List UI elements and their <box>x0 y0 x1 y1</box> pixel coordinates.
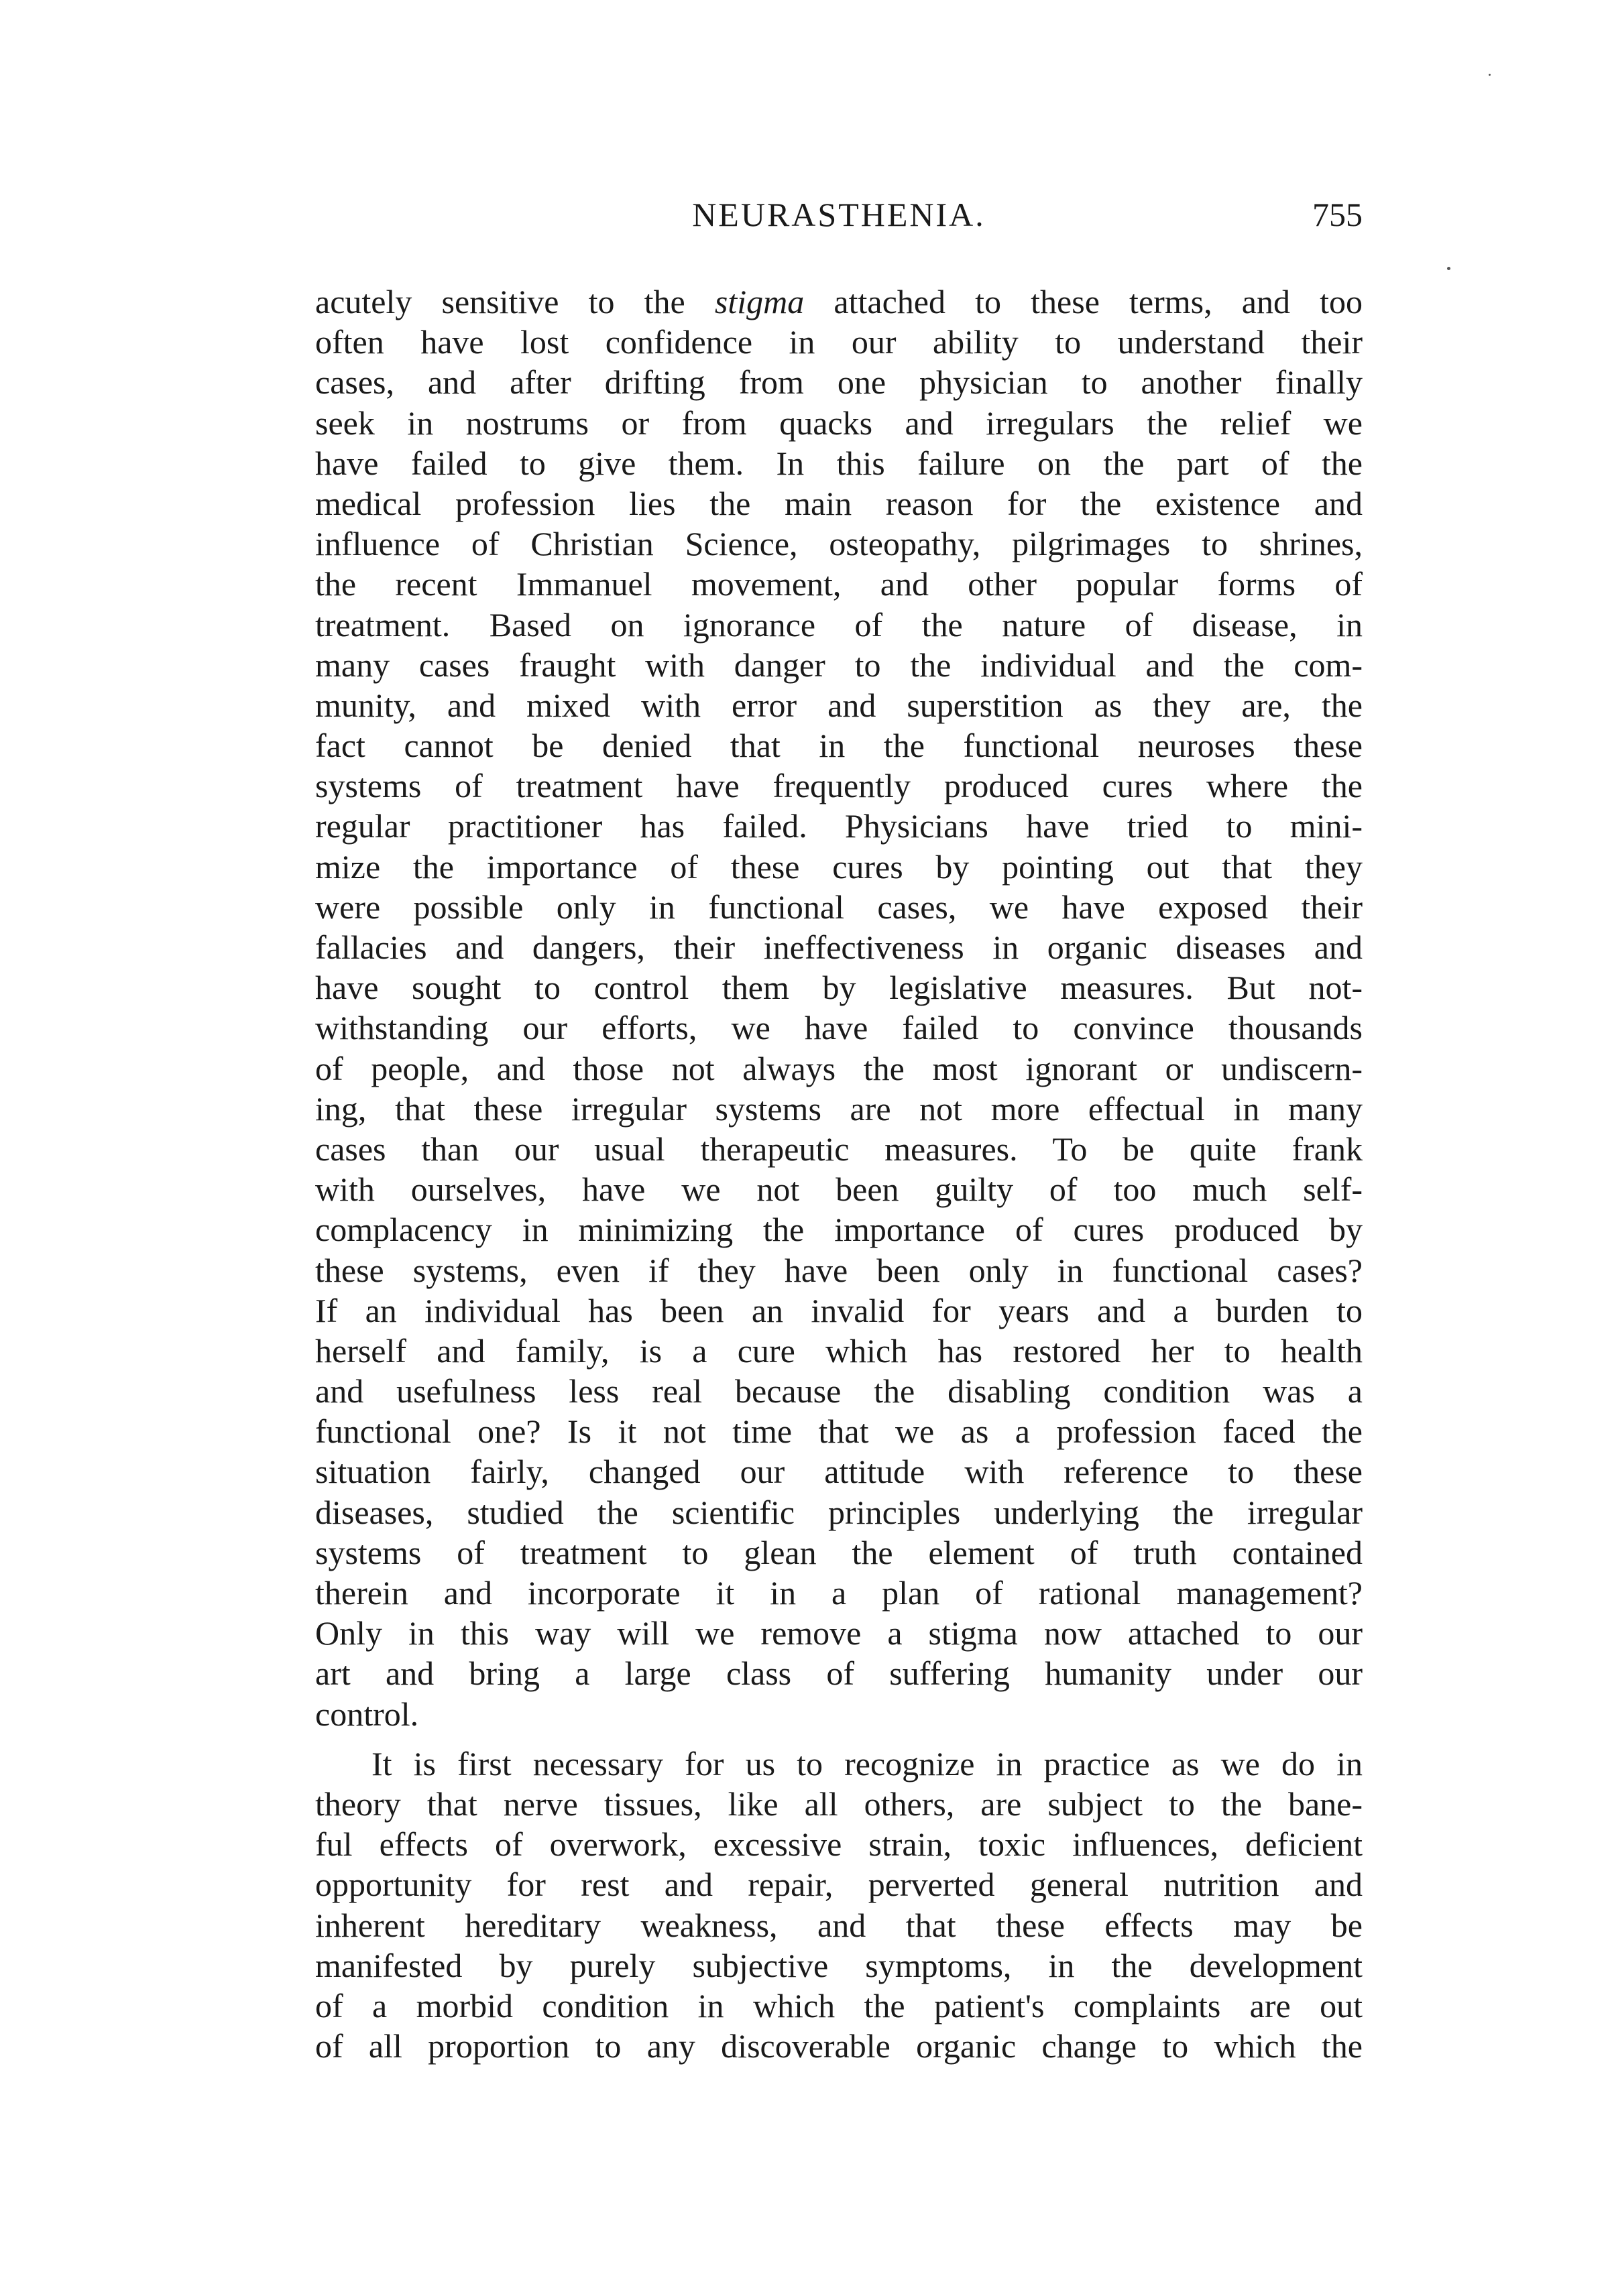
text-line: of a morbid condition in which the patient's complaints are out <box>315 1986 1363 2025</box>
text-line: manifested by purely subjective symptoms, in the development <box>315 1946 1363 1984</box>
text-line: seek in nostrums or from quacks and irregulars the relief we <box>315 404 1363 442</box>
body-text <box>315 282 1363 2066</box>
text-line: influence of Christian Science, osteopathy, pilgrimages to shrines, <box>315 525 1363 563</box>
text-line: of people, and those not always the most ignorant or undiscern- <box>315 1049 1363 1087</box>
running-title: NEURASTHENIA. <box>692 196 986 233</box>
text-line: therein and incorporate it in a plan of rational management? <box>315 1574 1363 1612</box>
text-line: art and bring a large class of suffering humanity under our <box>315 1654 1363 1693</box>
text-line: systems of treatment have frequently produced cures where the <box>315 767 1363 805</box>
emphasized-word: stigma <box>714 283 805 320</box>
paragraph <box>315 1744 1363 2067</box>
text-line: cases, and after drifting from one physician to another finally <box>315 363 1363 402</box>
paragraph <box>315 282 1363 1734</box>
text-line: diseases, studied the scientific principles underlying the irregular <box>315 1493 1363 1531</box>
text-line: complacency in minimizing the importance of cures produced by <box>315 1211 1363 1249</box>
text-line: were possible only in functional cases, we have exposed their <box>315 888 1363 926</box>
text-line: It is first necessary for us to recognize in practice as we do in <box>371 1744 1363 1783</box>
text-line: acutely sensitive to the stigma attached to these terms, and too <box>315 283 1363 320</box>
text-line: of all proportion to any discoverable organic change to which the <box>315 2027 1363 2065</box>
page-number: 755 <box>1312 196 1363 233</box>
text-line: If an individual has been an invalid for years and a burden to <box>315 1291 1363 1329</box>
text-line: many cases fraught with danger to the individual and the com- <box>315 646 1363 684</box>
text-line: the recent Immanuel movement, and other popular forms of <box>315 565 1363 603</box>
text-line: opportunity for rest and repair, perverted general nutrition and <box>315 1866 1363 1904</box>
text-line: these systems, even if they have been only in functional cases? <box>315 1251 1363 1289</box>
running-head <box>315 191 1363 238</box>
text-line: with ourselves, have we not been guilty of too much self- <box>315 1170 1363 1209</box>
text-line: munity, and mixed with error and superstition as they are, the <box>315 686 1363 724</box>
text-line: regular practitioner has failed. Physicians have tried to mini- <box>315 807 1363 845</box>
text-line: and usefulness less real because the disabling condition was a <box>315 1372 1363 1410</box>
text-line: fact cannot be denied that in the functional neuroses these <box>315 727 1363 765</box>
text-line: cases than our usual therapeutic measures. To be quite frank <box>315 1130 1363 1168</box>
scan-speck <box>1489 74 1491 76</box>
text-line: theory that nerve tissues, like all others, are subject to the bane- <box>315 1785 1363 1823</box>
text-line: often have lost confidence in our ability to understand their <box>315 323 1363 361</box>
text-line: medical profession lies the main reason for the existence and <box>315 484 1363 522</box>
text-line: situation fairly, changed our attitude with reference to these <box>315 1453 1363 1491</box>
text-line: ful effects of overwork, excessive strain, toxic influences, deficient <box>315 1825 1363 1864</box>
text-line: mize the importance of these cures by pointing out that they <box>315 847 1363 886</box>
text-line: have sought to control them by legislative measures. But not- <box>315 969 1363 1007</box>
text-line: fallacies and dangers, their ineffectiveness in organic diseases and <box>315 928 1363 966</box>
text-line: withstanding our efforts, we have failed to convince thousands <box>315 1009 1363 1047</box>
text-line: control. <box>315 1695 419 1733</box>
text-line: ing, that these irregular systems are not more effectual in many <box>315 1089 1363 1128</box>
text-line: inherent hereditary weakness, and that these effects may be <box>315 1906 1363 1944</box>
text-line: Only in this way will we remove a stigma now attached to our <box>315 1614 1363 1652</box>
text-line: herself and family, is a cure which has restored her to health <box>315 1331 1363 1370</box>
text-line: functional one? Is it not time that we as a profession faced the <box>315 1412 1363 1451</box>
scan-speck <box>1447 267 1450 270</box>
text-line: treatment. Based on ignorance of the nature of disease, in <box>315 605 1363 644</box>
text-line: have failed to give them. In this failure on the part of the <box>315 444 1363 482</box>
text-line: systems of treatment to glean the element of truth contained <box>315 1533 1363 1571</box>
